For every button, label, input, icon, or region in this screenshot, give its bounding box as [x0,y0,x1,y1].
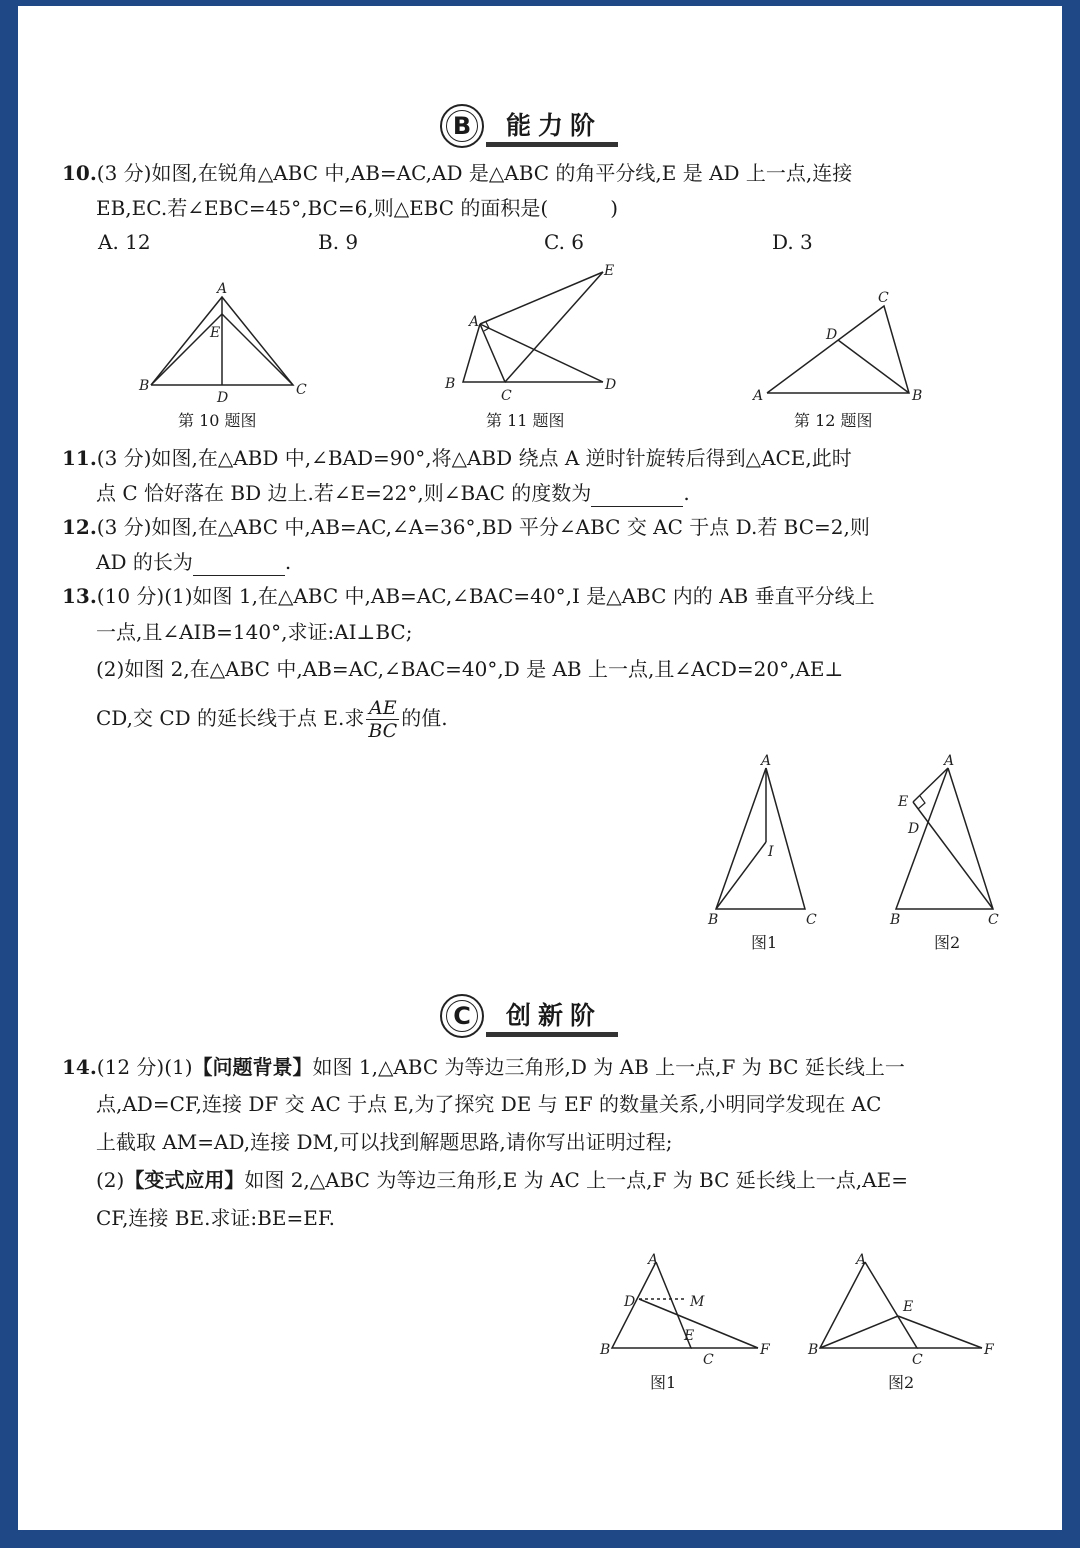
q13-line4 [96,694,448,742]
fig13-2-caption: 图2 [934,933,961,952]
section-c-underline [486,1032,618,1037]
q13-fraction [366,697,399,742]
fig11-label-c: C [501,388,512,404]
fig14-2-segment-be [820,1316,898,1348]
fig13-1-caption: 图1 [751,933,778,952]
q10-option-a: A. 12 [98,230,151,254]
fig10-label-d: D [217,390,229,406]
q10-line1 [62,160,852,186]
fig12-label-d: D [826,327,838,343]
fig13-2-label-e: E [898,794,909,810]
fig14-1-label-e: E [684,1328,695,1344]
fig11-label-d: D [605,377,617,393]
fig11-segment-ce [505,272,603,382]
q12-line1 [62,514,870,540]
q14-text1-post: 如图 1,△ABC 为等边三角形,D 为 AB 上一点,F 为 BC 延长线上一 [312,1055,905,1079]
fig14-1-label-m: M [690,1294,705,1310]
fig13-1-triangle [716,768,805,909]
q10-option-b: B. 9 [318,230,359,254]
fig13-1-label-i: I [768,844,774,860]
fig14-2-segment-ef [898,1316,982,1348]
fig14-2-label-a: A [856,1252,867,1268]
q11-end: . [683,481,690,505]
q13-line2: 一点,且∠AIB=140°,求证:AI⊥BC; [96,620,413,644]
figure-13-1 [700,754,830,930]
q12-text2: AD 的长为 [96,550,193,574]
q12-text1: (3 分)如图,在△ABC 中,AB=AC,∠A=36°,BD 平分∠ABC 交 AC 于点 D.若 BC=2,则 [96,515,870,539]
q13-number: 13. [62,584,97,608]
q11-answer-blank[interactable] [591,480,683,507]
fig14-2-label-b: B [808,1342,819,1358]
fig13-2-label-d: D [908,821,920,837]
q14-tag-background: 【问题背景】 [192,1055,313,1079]
q13-text4-post: 的值. [401,706,448,730]
fig14-2-label-c: C [912,1352,923,1368]
q11-line1 [62,445,852,471]
fig10-caption: 第 10 题图 [178,411,257,430]
fig12-label-a: A [753,388,764,404]
figure-14-1 [596,1248,776,1368]
section-b-header [440,104,630,152]
fig13-1-label-b: B [708,912,719,928]
q10-text1: (3 分)如图,在锐角△ABC 中,AB=AC,AD 是△ABC 的角平分线,E 是 AD 上一点,连接 [96,161,853,185]
fig14-1-label-c: C [703,1352,714,1368]
fig14-1-label-f: F [760,1342,770,1358]
q14-text1-pre: (12 分)(1) [96,1055,193,1079]
figure-13-2 [888,754,1008,930]
fig12-label-c: C [878,290,889,306]
q11-line2 [96,480,690,507]
q12-end: . [284,550,292,574]
fig13-2-label-c: C [988,912,999,928]
q12-line2 [96,549,291,576]
fig12-triangle [767,306,909,393]
section-b-title: 能力阶 [506,111,603,140]
fig13-2-label-a: A [944,754,955,769]
fig11-segment-ad [480,324,603,382]
q14-line5: CF,连接 BE.求证:BE=EF. [96,1206,335,1230]
fig12-label-b: B [912,388,923,404]
fig14-2-caption: 图2 [888,1373,915,1392]
fig13-1-segment-ib [716,842,766,909]
fig13-2-segment-ce [913,802,993,909]
fig13-1-label-a: A [761,754,772,769]
q12-answer-blank[interactable] [193,549,285,576]
q13-line3: (2)如图 2,在△ABC 中,AB=AC,∠BAC=40°,D 是 AB 上一点,且∠ACD=20°,AE⊥ [96,657,844,681]
q11-text2: 点 C 恰好落在 BD 边上.若∠E=22°,则∠BAC 的度数为 [96,481,592,505]
fig12-caption: 第 12 题图 [794,411,873,430]
q14-line4 [96,1167,908,1193]
fig13-2-segment-ae [913,768,948,802]
section-c-badge: C [440,994,484,1038]
section-c-title: 创新阶 [506,1001,603,1030]
section-b-underline [486,142,618,147]
fig14-1-caption: 图1 [650,1373,677,1392]
q10-paren-close: ) [610,196,619,220]
q14-line2: 点,AD=CF,连接 DF 交 AC 于点 E,为了探究 DE 与 EF 的数量关系,小明同学发现在 AC [96,1092,882,1116]
q10-line2 [96,195,618,221]
fig13-2-triangle [896,768,993,909]
fig11-label-a: A [469,314,480,330]
q14-tag-application: 【变式应用】 [124,1168,245,1192]
q13-text4-pre: CD,交 CD 的延长线于点 E.求 [96,706,365,730]
q11-number: 11. [62,446,97,470]
fig11-label-e: E [604,263,615,279]
fig11-caption: 第 11 题图 [486,411,565,430]
q13-text1: (10 分)(1)如图 1,在△ABC 中,AB=AC,∠BAC=40°,I 是△ABC 内的 AB 垂直平分线上 [96,584,875,608]
q10-option-c: C. 6 [544,230,585,254]
fig10-label-b: B [139,378,150,394]
q14-line3: 上截取 AM=AD,连接 DM,可以找到解题思路,请你写出证明过程; [96,1130,673,1154]
q10-number: 10. [62,161,97,185]
q13-frac-numerator: AE [366,697,399,720]
q14-number: 14. [62,1055,97,1079]
q14-text4-pre: (2) [96,1168,125,1192]
section-c-header [440,994,630,1042]
q11-text1: (3 分)如图,在△ABD 中,∠BAD=90°,将△ABD 绕点 A 逆时针旋转后得到△ACE,此时 [96,446,852,470]
fig13-2-label-b: B [890,912,901,928]
fig12-segment-bd [838,340,909,393]
fig10-label-e: E [210,325,221,341]
figure-14-2 [804,1248,1004,1368]
q10-text2: EB,EC.若∠EBC=45°,BC=6,则△EBC 的面积是( [96,196,549,220]
q12-number: 12. [62,515,97,539]
fig11-segment-ae [480,272,603,324]
q10-option-d: D. 3 [772,230,813,254]
fig14-1-label-a: A [648,1252,659,1268]
fig14-1-label-b: B [600,1342,611,1358]
fig14-1-label-d: D [624,1294,636,1310]
q14-text4-post: 如图 2,△ABC 为等边三角形,E 为 AC 上一点,F 为 BC 延长线上一点,AE= [244,1168,908,1192]
fig14-2-label-f: F [984,1342,994,1358]
figure-12 [748,286,928,406]
figure-10 [130,278,320,406]
q14-line1 [62,1054,905,1080]
q13-frac-denominator: BC [368,720,398,742]
fig11-label-b: B [445,376,456,392]
figure-11 [438,262,628,406]
q13-line1 [62,583,875,609]
fig10-label-a: A [217,281,228,297]
fig10-segment-ec [222,314,293,385]
section-b-badge: B [440,104,484,148]
fig10-label-c: C [296,382,307,398]
fig14-2-label-e: E [903,1299,914,1315]
fig13-1-label-c: C [806,912,817,928]
fig13-2-right-angle [918,796,925,809]
